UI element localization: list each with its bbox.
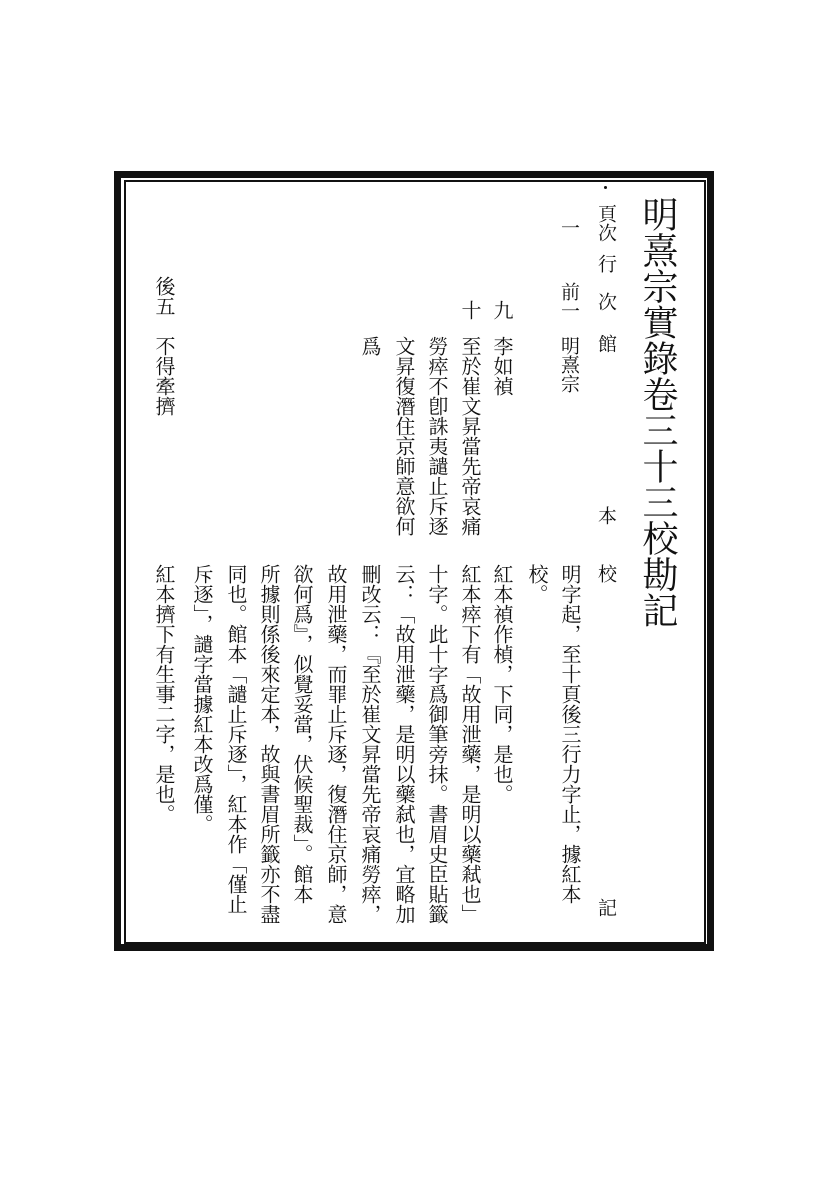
header-page-label: 頁次	[595, 204, 617, 242]
entry-10-note-1: 紅本瘁下有「故用泄藥，是明以藥弒也」	[458, 564, 482, 924]
header-line-label: 行	[595, 254, 617, 273]
entry-back5-note: 紅本擠下有生事二字，是也。	[152, 564, 176, 824]
page-title: 明熹宗實錄卷三十三校勘記	[637, 196, 678, 628]
header-page-value: 一	[558, 218, 580, 237]
header-edition-value: 明熹宗	[558, 336, 580, 393]
entry-10-note-8: 同也。館本「譴止斥逐」，紅本作「僅止	[224, 564, 248, 914]
entry-back5-label: 後五	[152, 276, 176, 316]
header-line-value: 前一	[558, 282, 580, 320]
entry-9-label: 九	[490, 300, 514, 320]
header-edition-label-2: 本	[595, 506, 617, 525]
entry-10-note-5: 故用泄藥，而罪止斥逐，復潛住京師，意	[324, 564, 348, 924]
note-line-1: 明字起，至十頁後三行力字止，據紅本	[558, 564, 582, 904]
entry-10-label: 十	[458, 300, 482, 320]
header-line-label-2: 次	[595, 292, 617, 311]
note-line-2: 校。	[525, 564, 549, 604]
entry-10-text-3: 文昇復潛住京師意欲何	[392, 336, 416, 536]
entry-10-note-6: 欲何爲』，似覺妥當，伏候聖裁」。館本	[290, 564, 314, 904]
entry-10-note-9: 斥逐」，譴字當據紅本改爲僅。	[190, 564, 214, 834]
entry-10-text-2: 勞瘁不卽誅夷譴止斥逐	[425, 336, 449, 536]
entry-10-text: 至於崔文昇當先帝哀痛	[458, 336, 482, 536]
entry-10-note-7: 所據則係後來定本，故與書眉所籤亦不盡	[257, 564, 281, 924]
entry-10-note-3: 云：「故用泄藥，是明以藥弑也，宜略加	[392, 564, 416, 924]
entry-9-note: 紅本禎作楨，下同，是也。	[490, 564, 514, 804]
entry-10-text-4: 爲	[358, 336, 382, 356]
entry-back5-text: 不得牽擠	[152, 336, 176, 416]
header-edition-label: 館	[595, 334, 617, 353]
bullet-dot	[604, 186, 607, 189]
entry-10-note-4: 刪改云：『至於崔文昇當先帝哀痛勞瘁，	[358, 564, 382, 924]
header-collation-label-2: 記	[595, 898, 617, 917]
entry-9-text: 李如禎	[490, 336, 514, 396]
header-collation-label: 校	[595, 564, 617, 583]
entry-10-note-2: 十字。此十字爲御筆旁抹。書眉史臣貼籤	[425, 564, 449, 924]
